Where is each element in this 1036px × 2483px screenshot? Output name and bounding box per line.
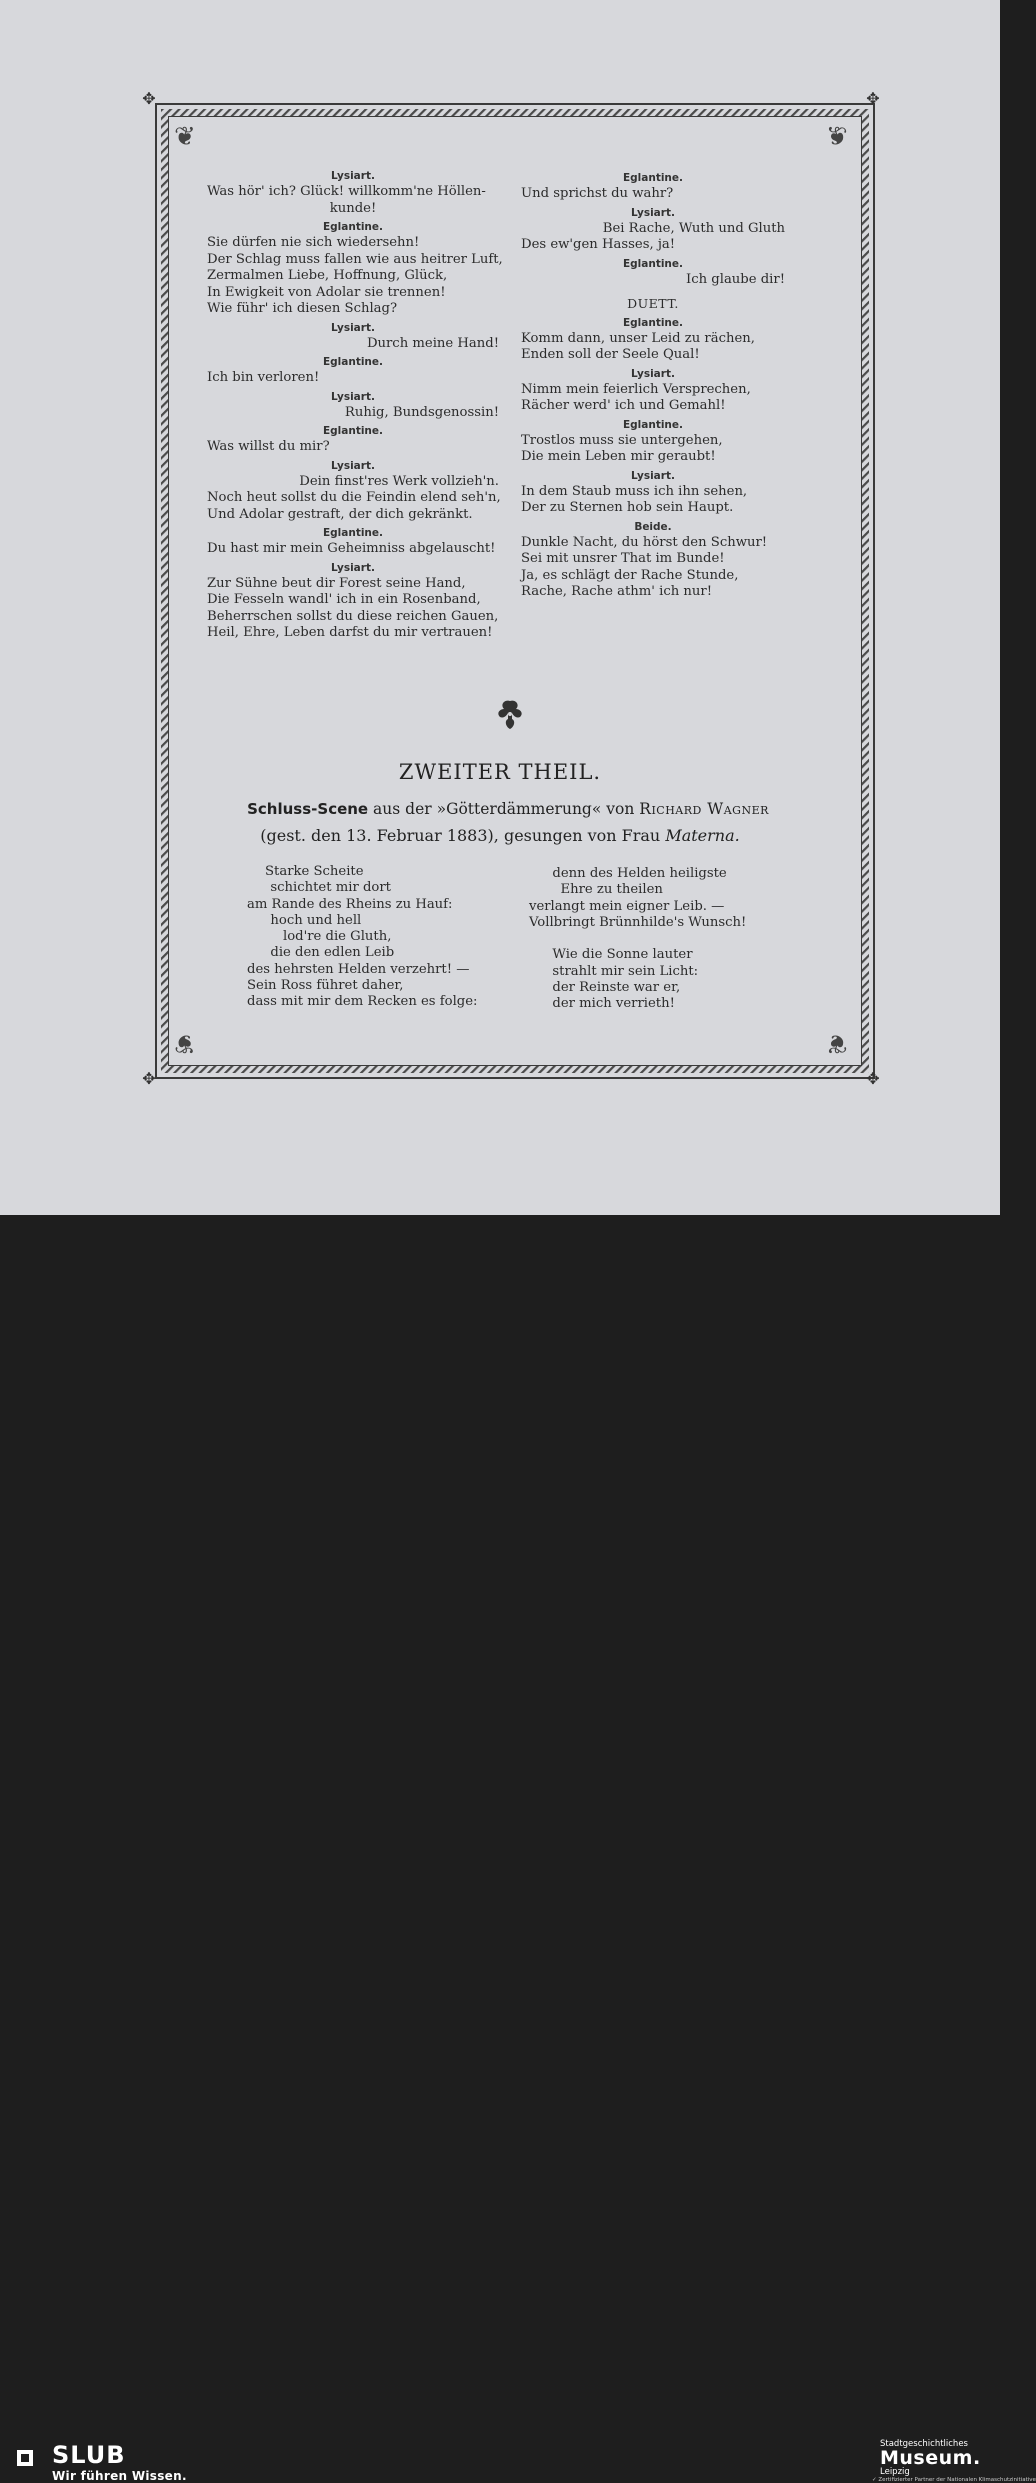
speaker-name: Eglantine. [322,356,384,368]
speaker-name: Eglantine. [622,172,684,184]
verse-line: Ehre zu theilen [560,882,663,898]
corner-ornament-icon: ✥ [866,89,880,108]
scroll-flourish-icon: ❦ [826,1028,848,1058]
verse-line: Durch meine Hand! [366,335,499,351]
museum-city: Leipzig [880,2467,910,2477]
verse-line: Wie führ' ich diesen Schlag? [207,301,398,316]
speaker-name: Lysiart. [331,390,375,403]
verse-line: Bei Rache, Wuth und Gluth [602,220,785,236]
speaker-name: Lysiart. [331,170,375,182]
scanned-page [0,0,1000,1215]
verse-column-right [529,866,746,1013]
verse-line: Rächer werd' ich und Gemahl! [521,398,726,413]
verse-line: Trostlos muss sie untergehen, [521,432,723,448]
section-title: ZWEITER THEIL. [398,760,602,784]
verse-line: Dunkle Nacht, du hörst den Schwur! [521,534,768,550]
verse-line: strahlt mir sein Licht: [552,963,699,979]
verse-line: In dem Staub muss ich ihn sehen, [521,483,748,499]
verse-line: Der zu Sternen hob sein Haupt. [521,500,734,515]
verse-line: Sein Ross führet daher, [247,978,404,994]
corner-ornament-icon: ✥ [142,1069,156,1088]
verse-line: Sie dürfen nie sich wiedersehn! [207,235,420,250]
scene-heading [0,800,1016,818]
museum-name: Museum. [880,2447,981,2469]
speaker-name: Eglantine. [322,425,384,437]
speaker-name: Lysiart. [331,459,375,472]
section-heading: DUETT. [627,296,679,311]
speaker-name: Eglantine. [622,257,684,270]
speaker-name: Beide. [634,520,672,533]
verse-line: der Reinste war er, [552,980,681,996]
verse-line: Zur Sühne beut dir Forest seine Hand, [207,575,466,591]
speaker-name: Eglantine. [322,527,384,539]
verse-line: Vollbringt Brünnhilde's Wunsch! [529,914,747,930]
museum-certification: ✓ Zertifizierter Partner der Nationalen Klimaschutzinitiative [872,2477,1036,2483]
verse-line [529,931,746,947]
libretto-column-left [207,166,503,642]
verse-line: die den edlen Leib [270,945,395,961]
verse-line: Zermalmen Liebe, Hoffnung, Glück, [207,268,448,283]
scroll-flourish-icon: ❦ [174,122,196,152]
date-line: (gest. den 13. Februar 1883), gesungen von Frau [260,826,661,845]
verse-line: hoch und hell [270,912,362,928]
scroll-flourish-icon: ❦ [174,1028,196,1058]
scene-label: Schluss-Scene [247,800,369,818]
verse-line: Du hast mir mein Geheimniss abgelauscht! [207,541,496,556]
verse-line: Wie die Sonne lauter [552,947,693,963]
leaf-ornament-icon [490,697,530,733]
verse-line: dass mit mir dem Recken es folge: [247,994,478,1010]
verse-line: kunde! [329,200,377,216]
verse-line: Noch heut sollst du die Feindin elend seh'n, [207,490,501,505]
verse-line: Was willst du mir? [207,439,330,454]
verse-line: Ruhig, Bundsgenossin! [344,404,499,420]
slub-logo-icon [14,2447,36,2469]
footer-bar [0,1215,1036,2483]
verse-line: Sei mit unsrer That im Bunde! [521,551,725,566]
verse-line: Starke Scheite [265,864,364,879]
speaker-name: Lysiart. [331,321,375,334]
speaker-name: Lysiart. [631,206,675,219]
verse-line: Beherrschen sollst du diese reichen Gauen, [207,608,499,624]
verse-line: schichtet mir dort [270,880,391,896]
corner-ornament-icon: ✥ [142,89,156,108]
verse-line: Dein finst'res Werk vollzieh'n. [299,473,499,489]
verse-line: denn des Helden heiligste [552,866,727,881]
verse-line: Der Schlag muss fallen wie aus heitrer Luft, [207,251,503,267]
speaker-name: Eglantine. [622,418,684,431]
verse-line: Und Adolar gestraft, der dich gekränkt. [207,506,473,522]
verse-line: Komm dann, unser Leid zu rächen, [521,330,755,346]
singer-name: Materna. [665,826,740,845]
verse-line: des hehrsten Helden verzehrt! — [247,961,470,977]
verse-line: Des ew'gen Hasses, ja! [521,237,676,252]
verse-line: Enden soll der Seele Qual! [521,347,700,362]
verse-line: Heil, Ehre, Leben darfst du mir vertrauen! [207,625,493,640]
verse-line: der mich verrieth! [552,996,675,1012]
composer-name: Richard Wagner [639,800,769,818]
speaker-name: Lysiart. [331,561,375,574]
verse-line: Ich bin verloren! [207,370,320,385]
verse-line: Die Fesseln wandl' ich in ein Rosenband, [207,592,481,607]
speaker-name: Eglantine. [622,316,684,329]
verse-line: Rache, Rache athm' ich nur! [521,584,712,599]
libretto-column-right [521,168,785,601]
verse-line: Ich glaube dir! [686,271,785,287]
verse-line: Nimm mein feierlich Versprechen, [521,381,751,397]
scene-source: aus der »Götterdämmerung« von [373,800,635,818]
verse-line: verlangt mein eigner Leib. — [529,898,725,914]
speaker-name: Lysiart. [631,469,675,482]
verse-line: lod're die Gluth, [283,929,392,945]
verse-line: am Rande des Rheins zu Hauf: [247,896,453,912]
speaker-name: Eglantine. [322,221,384,233]
verse-line: Die mein Leben mir geraubt! [521,449,716,464]
verse-line: In Ewigkeit von Adolar sie trennen! [207,284,446,300]
verse-line: Und sprichst du wahr? [521,186,674,201]
slub-tagline: Wir führen Wissen. [52,2469,187,2483]
verse-column-left [247,864,478,1011]
verse-line: Ja, es schlägt der Rache Stunde, [521,567,739,583]
scene-subheading [0,826,1000,845]
corner-ornament-icon: ✥ [866,1069,880,1088]
scroll-flourish-icon: ❦ [826,122,848,152]
museum-prefix: Stadtgeschichtliches [880,2439,968,2449]
slub-name: SLUB [52,2441,126,2469]
speaker-name: Lysiart. [631,367,675,380]
verse-line: Was hör' ich? Glück! willkomm'ne Höllen- [207,184,486,199]
